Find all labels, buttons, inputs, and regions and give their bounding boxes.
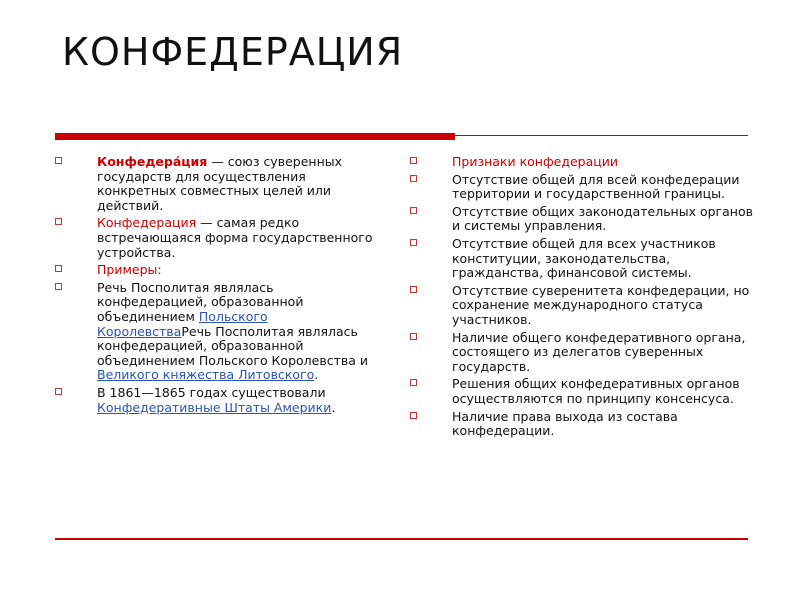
sign-text: Отсутствие общей для всей конфедерации территории и государственной границы. xyxy=(452,171,740,202)
title-underline xyxy=(55,135,748,136)
list-item xyxy=(410,205,755,234)
list-item xyxy=(410,410,755,439)
sign-text: Отсутствие общей для всех участников конституции, законодательства, гражданства, финансовой системы. xyxy=(452,235,716,281)
sign-text: Наличие права выхода из состава конфедерации. xyxy=(452,408,678,439)
square-bullet-icon xyxy=(410,412,417,419)
list-item xyxy=(55,263,385,278)
sign-text: Наличие общего конфедеративного органа, состоящего из делегатов суверенных государств. xyxy=(452,329,746,374)
slide-title: КОНФЕДЕРАЦИЯ xyxy=(62,30,404,74)
example-text: . xyxy=(314,367,319,383)
square-bullet-icon xyxy=(410,157,417,164)
square-bullet-icon xyxy=(55,265,62,272)
example-text: Речь Посполитая являлась конфедерацией, образованной объединением xyxy=(97,279,304,324)
left-list xyxy=(55,155,385,415)
sign-text: Отсутствие суверенитета конфедерации, но сохранение международного статуса участников. xyxy=(452,282,750,327)
list-item xyxy=(410,155,755,170)
examples-heading: Примеры: xyxy=(97,262,162,278)
list-item xyxy=(55,216,385,260)
link-confederate-states[interactable]: Конфедеративные Штаты Америки xyxy=(97,399,332,415)
definition-text: — союз суверенных государств для осуществления конкретных совместных целей или действий. xyxy=(97,154,343,213)
square-bullet-icon xyxy=(410,286,417,293)
definition-text: — самая редко встречающаяся форма государственного устройства. xyxy=(97,215,373,260)
square-bullet-icon xyxy=(55,283,62,290)
example-text: Речь Посполитая являлась конфедерацией, образованной объединением Польского Королевства и xyxy=(97,323,368,368)
square-bullet-icon xyxy=(410,333,417,340)
link-polish-kingdom[interactable]: Польского Королевства xyxy=(97,308,268,339)
list-item xyxy=(55,281,385,383)
right-column xyxy=(410,155,755,442)
sign-text: Отсутствие общих законодательных органов и системы управления. xyxy=(452,203,753,234)
example-text: . xyxy=(331,399,336,415)
term-confederation: Конфедера́ция xyxy=(97,154,208,169)
signs-heading: Признаки конфедерации xyxy=(452,154,619,169)
left-column xyxy=(55,155,385,418)
square-bullet-icon xyxy=(55,157,62,164)
square-bullet-icon xyxy=(410,379,417,386)
square-bullet-icon xyxy=(55,388,62,395)
list-item xyxy=(55,155,385,213)
link-grand-duchy-lithuania[interactable]: Великого княжества Литовского xyxy=(97,367,315,383)
list-item xyxy=(410,331,755,375)
list-item xyxy=(410,377,755,406)
square-bullet-icon xyxy=(410,207,417,214)
square-bullet-icon xyxy=(55,218,62,225)
list-item xyxy=(55,386,385,415)
right-list xyxy=(410,155,755,439)
square-bullet-icon xyxy=(410,239,417,246)
square-bullet-icon xyxy=(410,175,417,182)
example-text: В 1861—1865 годах существовали xyxy=(97,384,326,400)
list-item xyxy=(410,173,755,202)
sign-text: Решения общих конфедеративных органов осуществляются по принципу консенсуса. xyxy=(452,376,740,406)
bottom-divider xyxy=(55,538,748,540)
list-item xyxy=(410,237,755,281)
term-confederation: Конфедерация xyxy=(97,215,197,231)
list-item xyxy=(410,284,755,328)
